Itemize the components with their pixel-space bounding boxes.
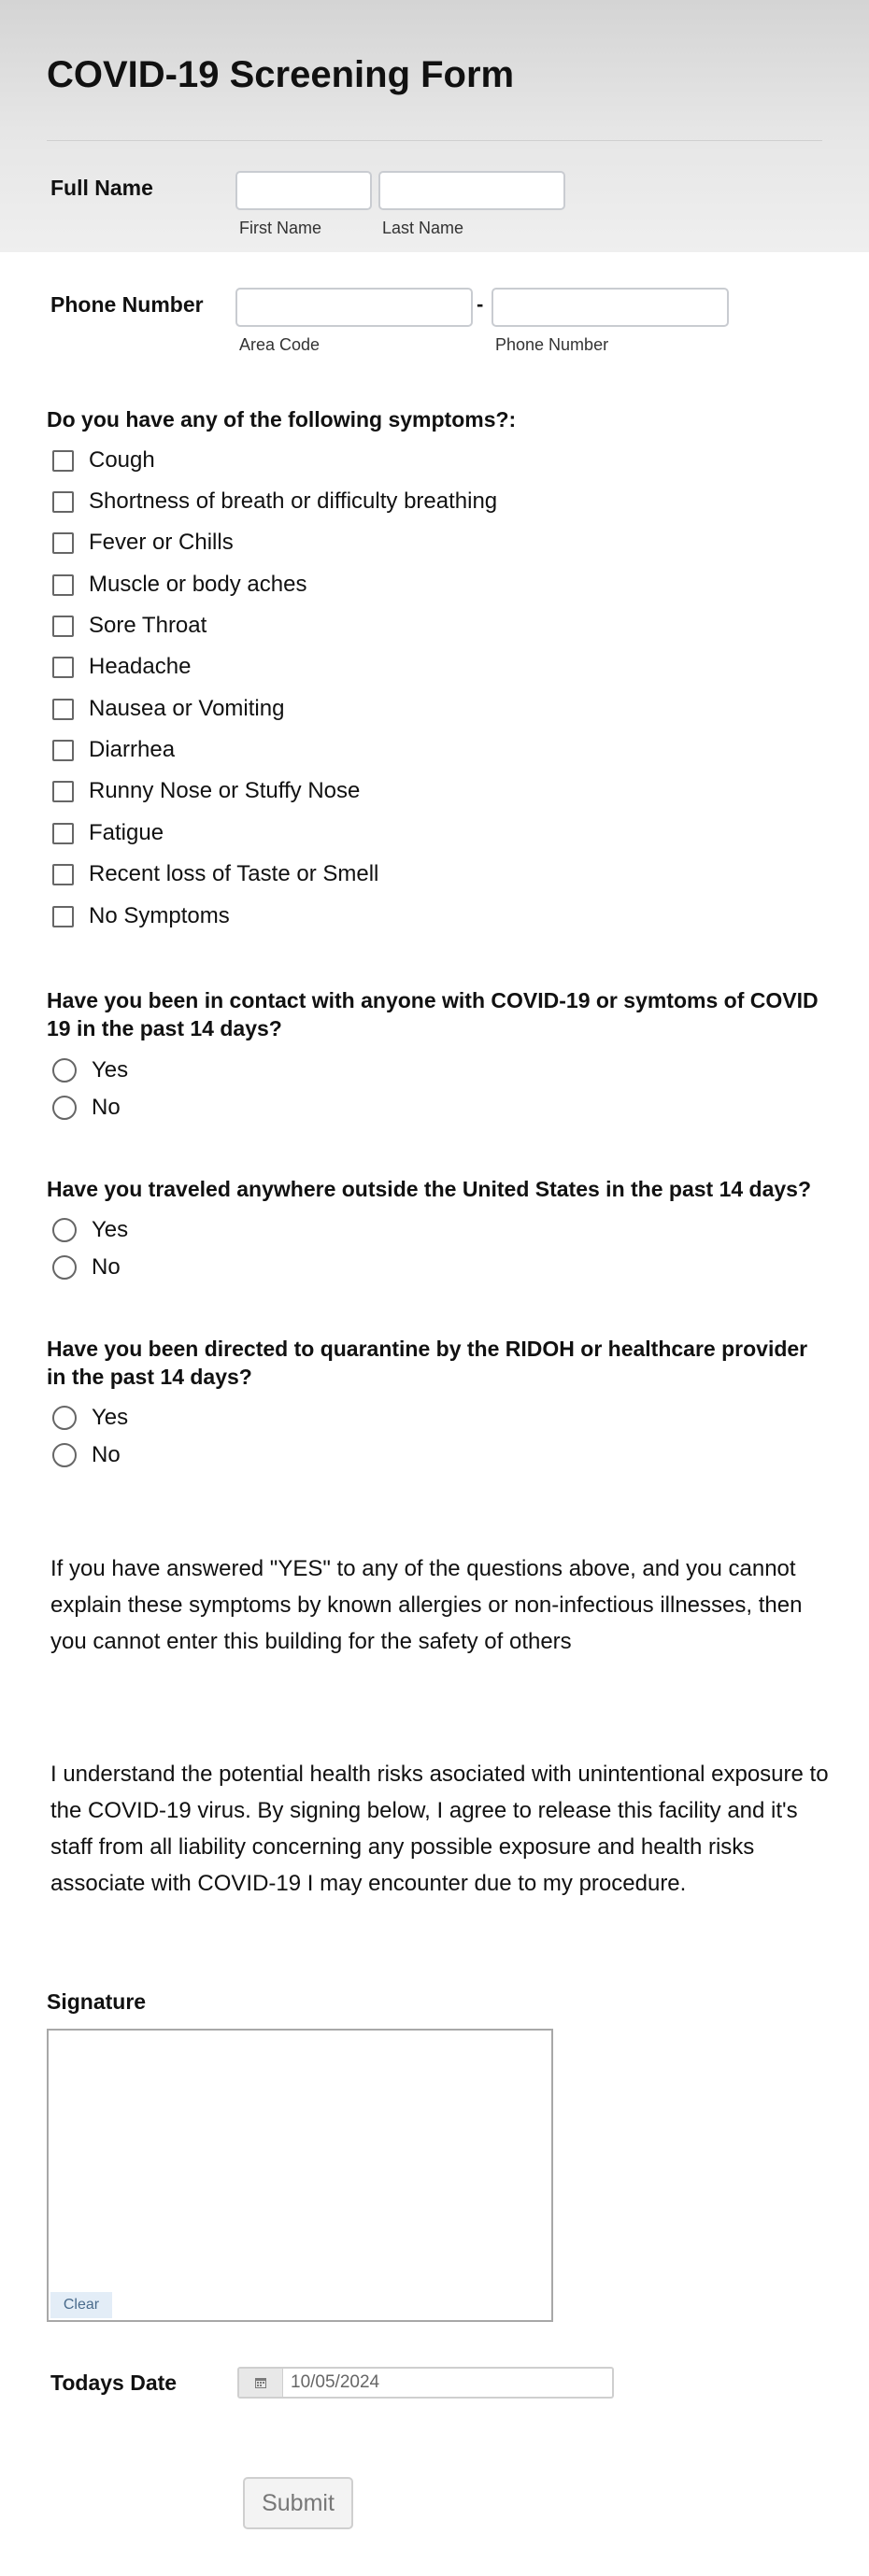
symptom-label: Nausea or Vomiting [89,696,285,721]
last-name-input[interactable] [378,171,565,210]
radio-button[interactable] [52,1218,77,1242]
travel-option-no[interactable] [52,1253,121,1281]
symptom-option-headache[interactable] [52,653,191,681]
radio-button[interactable] [52,1058,77,1083]
radio-button[interactable] [52,1443,77,1467]
waiver-paragraph: I understand the potential health risks asociated with unintentional exposure to the COVID-19 virus. By signing below, I agree to release this facility and it's staff from all liability concerning any possible exposure and health risks associate with COVID-19 I may encounter due to my procedure. [50,1762,829,1896]
form-header-band [0,0,869,252]
symptom-option-no-symptoms[interactable] [52,902,230,930]
symptom-option-cough[interactable] [52,446,155,474]
symptom-label: Sore Throat [89,613,207,638]
checkbox[interactable] [52,740,74,761]
checkbox[interactable] [52,864,74,885]
quarantine-question: Have you been directed to quarantine by the RIDOH or healthcare provider in the past 14 days? [47,1337,808,1389]
checkbox[interactable] [52,574,74,596]
checkbox[interactable] [52,823,74,844]
checkbox[interactable] [52,657,74,678]
phone-number-input[interactable] [491,288,729,327]
symptom-option-shortness-of-breath[interactable] [52,488,497,516]
radio-label: Yes [92,1057,129,1083]
form-title: COVID-19 Screening Form [47,54,515,95]
symptom-option-diarrhea[interactable] [52,736,175,764]
first-name-sublabel: First Name [239,219,322,237]
calendar-icon[interactable] [239,2369,283,2397]
first-name-input[interactable] [235,171,372,210]
symptom-label: Cough [89,447,155,473]
contact-option-no[interactable] [52,1094,121,1122]
checkbox[interactable] [52,699,74,720]
symptom-label: Headache [89,654,192,679]
symptom-label: Fever or Chills [89,530,234,555]
clear-signature-button[interactable]: Clear [50,2292,112,2318]
radio-label: No [92,1442,121,1467]
symptom-label: Shortness of breath or difficulty breathing [89,488,498,514]
area-code-input[interactable] [235,288,473,327]
symptom-option-nausea[interactable] [52,695,284,723]
last-name-sublabel: Last Name [382,219,464,237]
radio-label: No [92,1254,121,1280]
symptom-option-fever[interactable] [52,529,234,557]
area-code-sublabel: Area Code [239,335,321,354]
signature-pad[interactable] [47,2029,553,2322]
phone-number-sublabel: Phone Number [495,335,609,354]
date-label: Todays Date [50,2371,178,2395]
checkbox[interactable] [52,450,74,472]
radio-button[interactable] [52,1406,77,1430]
travel-question: Have you traveled anywhere outside the United States in the past 14 days? [47,1177,812,1201]
symptom-option-muscle-aches[interactable] [52,571,306,599]
checkbox[interactable] [52,616,74,637]
quarantine-option-yes[interactable] [52,1404,128,1432]
symptom-label: Runny Nose or Stuffy Nose [89,778,361,803]
date-value[interactable]: 10/05/2024 [291,2372,380,2392]
radio-button[interactable] [52,1096,77,1120]
notice-paragraph: If you have answered "YES" to any of the questions above, and you cannot explain these symptoms by known allergies or non-infectious illnesses, then you cannot enter this building for the safety of others [50,1556,803,1654]
header-divider [47,140,822,141]
symptom-label: Fatigue [89,820,164,845]
quarantine-option-no[interactable] [52,1441,121,1469]
checkbox[interactable] [52,781,74,802]
symptom-option-runny-nose[interactable] [52,777,360,805]
submit-button[interactable]: Submit [243,2477,353,2529]
symptoms-question: Do you have any of the following symptoms?: [47,407,517,432]
phone-label: Phone Number [50,292,204,317]
symptom-option-fatigue[interactable] [52,819,164,847]
symptom-label: No Symptoms [89,903,230,928]
radio-label: Yes [92,1405,129,1430]
radio-label: No [92,1095,121,1120]
checkbox[interactable] [52,532,74,554]
full-name-label: Full Name [50,176,153,200]
phone-separator: - [477,292,484,316]
travel-option-yes[interactable] [52,1216,128,1244]
date-picker[interactable] [237,2367,614,2399]
checkbox[interactable] [52,906,74,927]
radio-label: Yes [92,1217,129,1242]
radio-button[interactable] [52,1255,77,1280]
checkbox[interactable] [52,491,74,513]
symptom-label: Muscle or body aches [89,572,307,597]
symptom-label: Diarrhea [89,737,176,762]
symptom-label: Recent loss of Taste or Smell [89,861,379,886]
symptom-option-loss-of-taste[interactable] [52,860,378,888]
contact-question: Have you been in contact with anyone with COVID-19 or symtoms of COVID 19 in the past 14 days? [47,988,819,1040]
contact-option-yes[interactable] [52,1056,128,1084]
signature-label: Signature [47,1989,147,2014]
symptom-option-sore-throat[interactable] [52,612,207,640]
